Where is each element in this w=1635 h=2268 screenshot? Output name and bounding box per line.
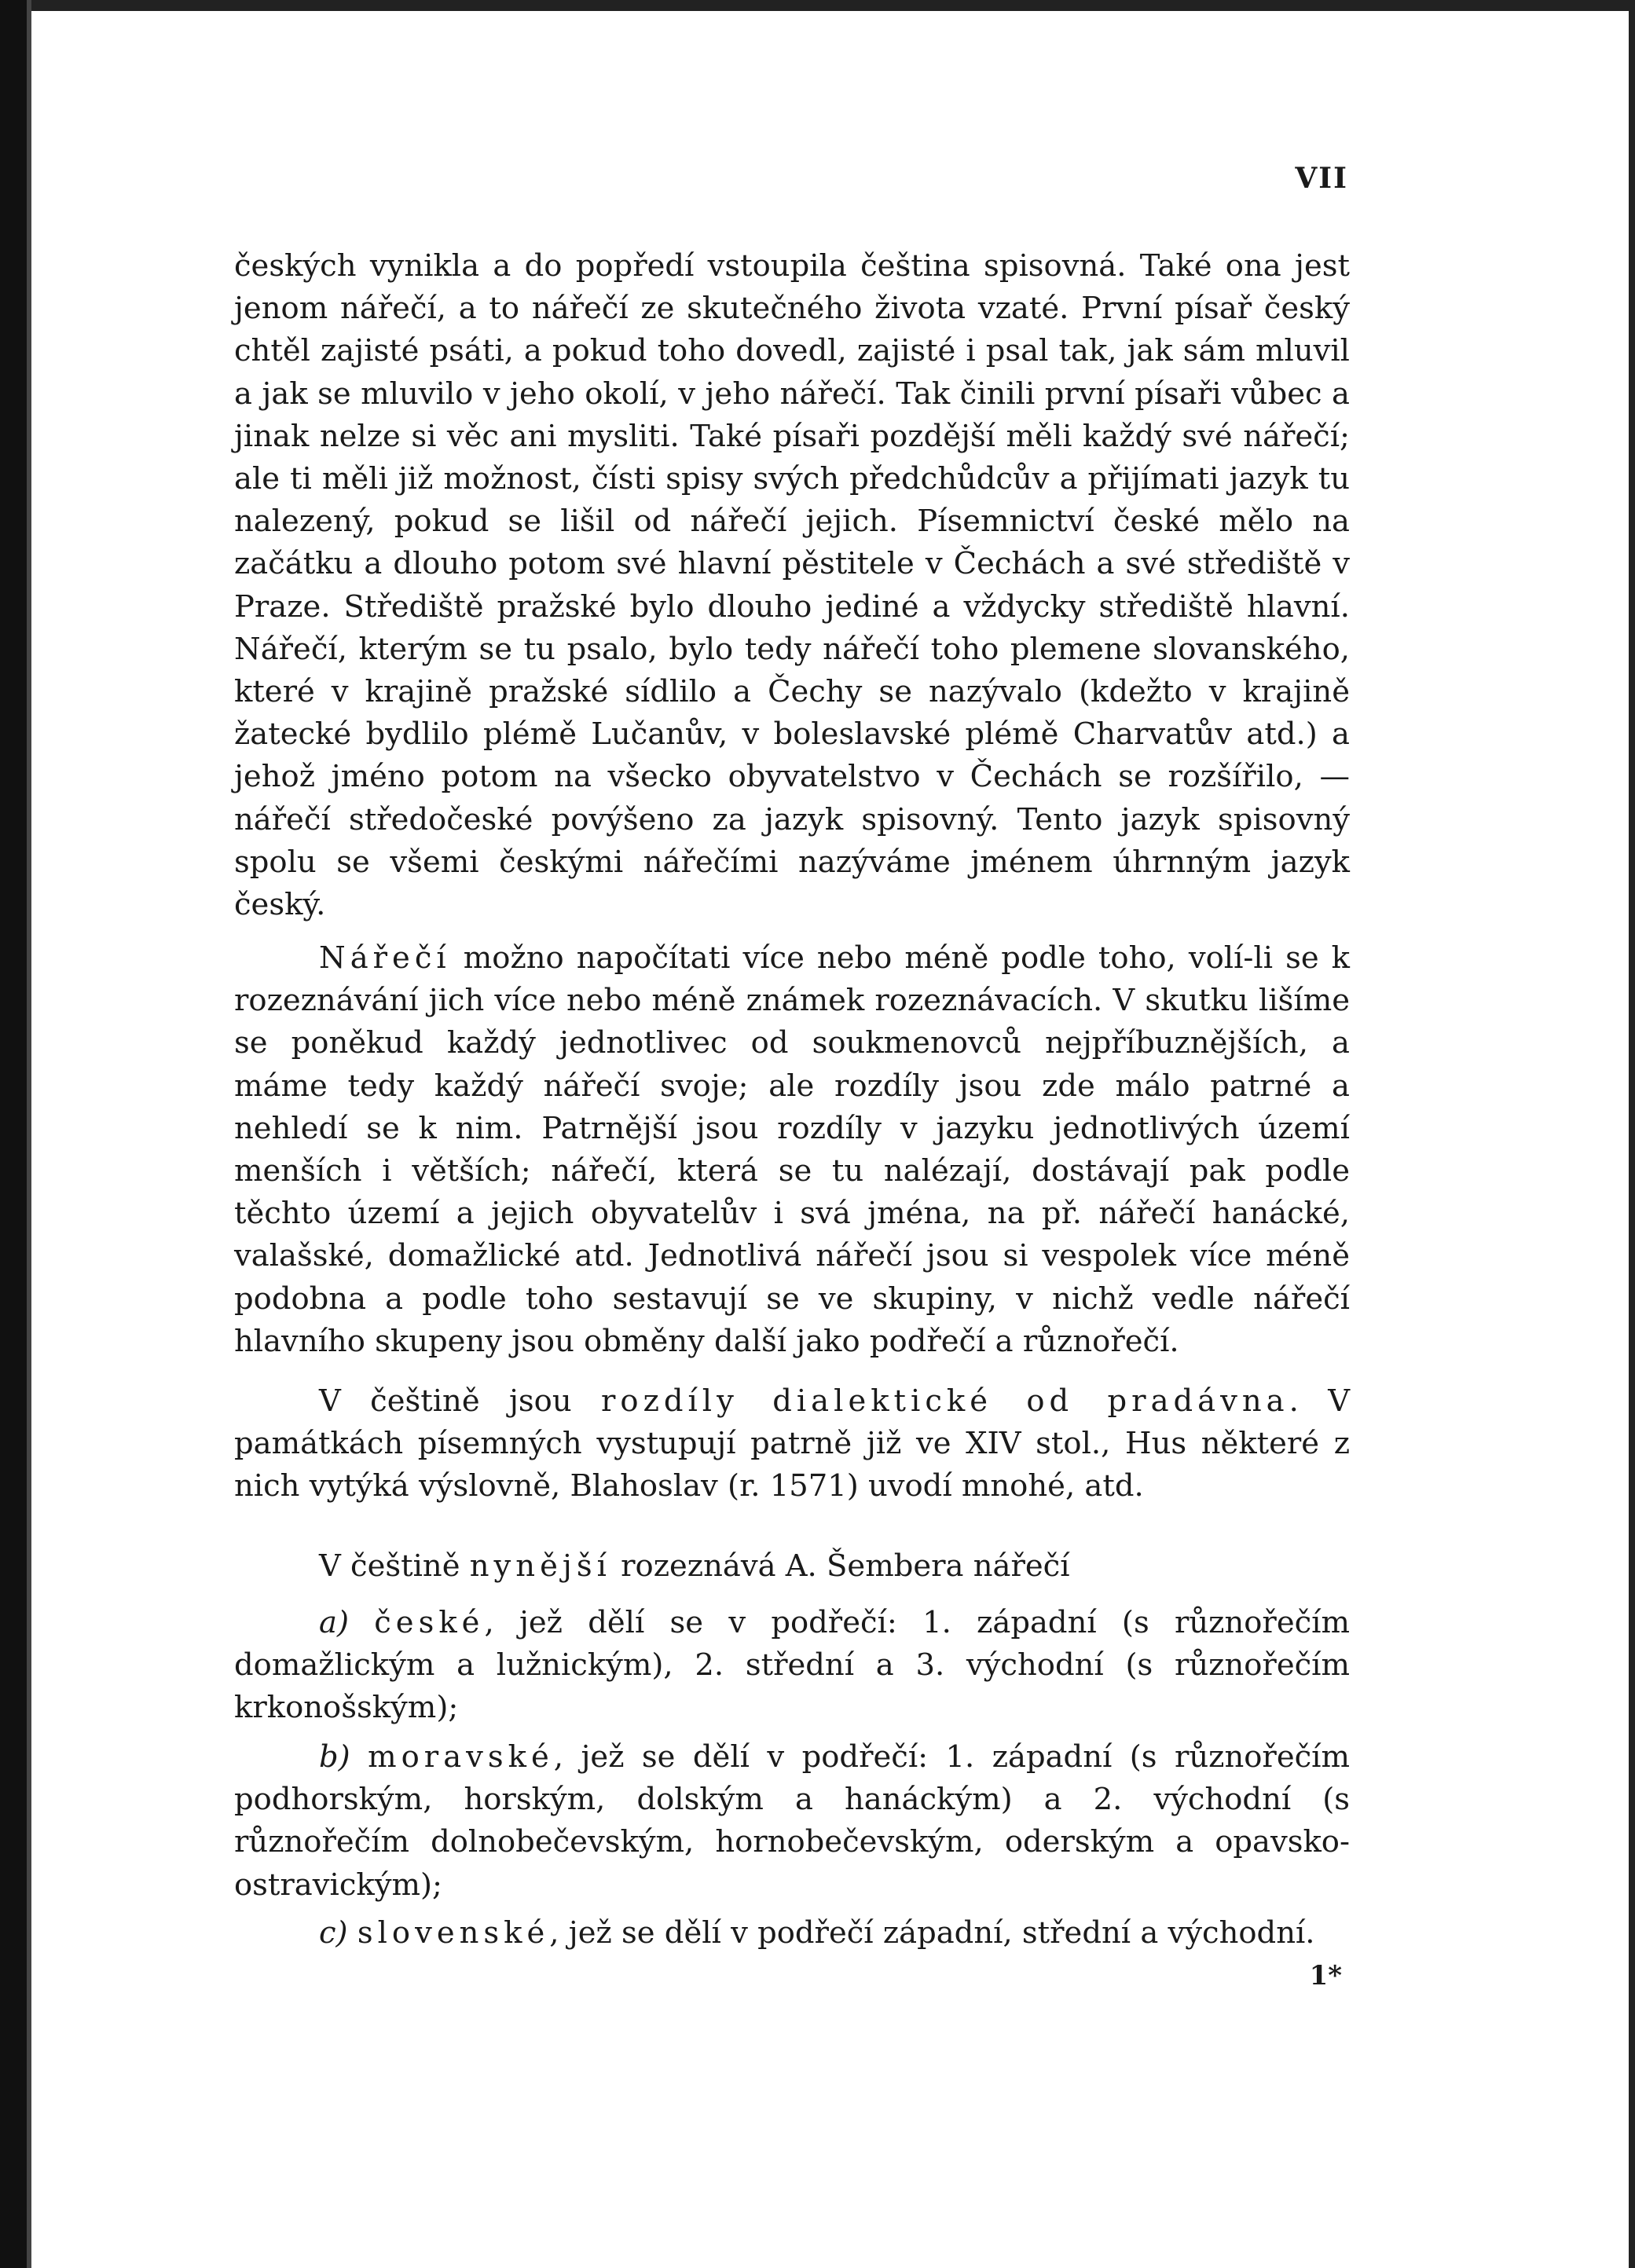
scan-edge-right [1629, 0, 1635, 2268]
paragraph-2-text: možno napočítati více nebo méně podle toho, volí-li se k rozeznávání jich více nebo méně známek rozeznávacích. V skutku lišíme se poněkud každý jednotlivec od soukmenovců nejpříbuznějších, a máme tedy každý nářečí svoje; ale rozdíly jsou zde málo patrné a nehledí se k nim. Patrnější jsou rozdíly v jazyku jednotlivých území menších i větších; nářečí, která se tu nalézají, dostávají pak podle těchto území a jejich obyvatelův i svá jména, na př. nářečí hanácké, valašské, domažlické atd. Jednotlivá nářečí jsou si vespolek více méně podobna a podle toho sestavují se ve skupiny, v nichž vedle nářečí hlavního skupeny jsou obměny další jako podřečí a různořečí. [234, 940, 1350, 1359]
paragraph-4 [234, 1545, 1350, 1588]
list-item-a-text: , jež dělí se v podřečí: 1. západní (s různořečím domažlickým a lužnickým), 2. střední a 3. východní (s různořečím krkonošským); [234, 1605, 1350, 1726]
list-marker-c: c) [319, 1915, 348, 1951]
paragraph-4-text: rozeznává A. Šembera nářečí [610, 1548, 1070, 1584]
list-marker-b: b) [319, 1739, 350, 1775]
paragraph-2 [234, 937, 1350, 1363]
list-item-b [234, 1736, 1350, 1907]
paragraph-3-text: . V památkách písemných vystupují patrně již ve XIV stol., Hus některé z nich vytýká výslovně, Blahoslav (r. 1571) uvodí mnohé, atd. [234, 1383, 1351, 1504]
paragraph-1: českých vynikla a do popředí vstoupila čeština spisovná. Také ona jest jenom nářečí, a to nářečí ze skutečného života vzaté. První písař český chtěl zajisté psáti, a pokud toho dovedl, zajisté i psal tak, jak sám mluvil a jak se mluvilo v jeho okolí, v jeho nářečí. Tak činili první písaři vůbec a jinak nelze si věc ani mysliti. Také písaři pozdější měli každý své nářečí; ale ti měli již možnost, čísti spisy svých předchůdcův a přijímati jazyk tu nalezený, pokud se lišil od nářečí jejich. Písemnictví české mělo na začátku a dlouho potom své hlavní pěstitele v Čechách a své střediště v Praze. Střediště pražské bylo dlouho jediné a vždycky střediště hlavní. Nářečí, kterým se tu psalo, bylo tedy nářečí toho plemene slovanského, které v krajině pražské sídlilo a Čechy se nazývalo (kdežto v krajině žatecké bydlilo plémě Lučanův, v boleslavské plémě Charvatův atd.) a jehož jméno potom na všecko obyvatelstvo v Čechách se rozšířilo, — nářečí středočeské povýšeno za jazyk spisovný. Tento jazyk spisovný spolu se všemi českými nářečími nazýváme jménem úhrnným jazyk český. [234, 248, 1350, 923]
list-item-c [234, 1912, 1350, 1955]
paragraph-3 [234, 1380, 1350, 1508]
list-item-c-text: , jež se dělí v podřečí západní, střední a východní. [549, 1915, 1315, 1951]
list-item-a [234, 1602, 1350, 1730]
paragraph-4-term: nynější [469, 1548, 611, 1584]
list-item-a-term: české [374, 1605, 485, 1640]
paragraph-4-lead: V češtině [319, 1548, 470, 1584]
printer-signature-mark: 1* [1309, 1960, 1342, 1991]
scan-margin-line [27, 0, 31, 2268]
list-item-c-term: slovenské [357, 1915, 550, 1951]
page-number: VII [1295, 162, 1348, 195]
list-item-b-text: , jež se dělí v podřečí: 1. západní (s různořečím podhorským, horským, dolským a hanáckým) a 2. východní (s různořečím dolnobečevským, hornobečevským, oderským a opavsko-ostravickým); [234, 1739, 1350, 1903]
list-item-b-term: moravské [368, 1739, 554, 1775]
paragraph-3-term: rozdíly dialektické od pradávna [600, 1383, 1289, 1419]
paragraph-2-term: Nářečí [319, 940, 451, 976]
scan-edge-top [0, 0, 1635, 11]
paragraph-3-lead: V češtině jsou [319, 1383, 601, 1419]
list-marker-a: a) [319, 1605, 349, 1640]
scan-edge-left [0, 0, 27, 2268]
